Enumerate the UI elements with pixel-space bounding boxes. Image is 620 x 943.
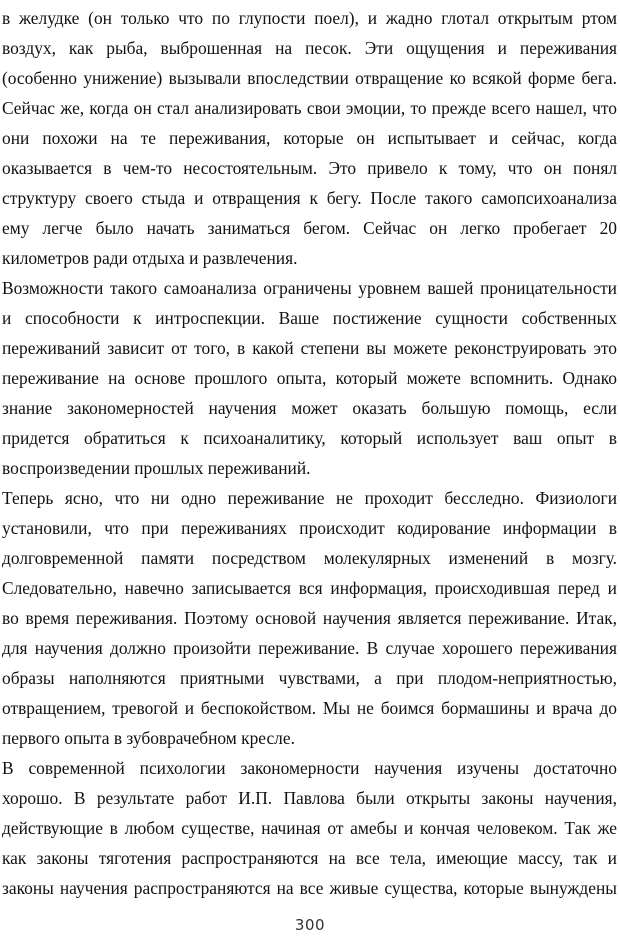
- text-line: переживаний зависит от того, в какой степени вы можете реконструировать это: [2, 338, 617, 358]
- text-line: они похожи на те переживания, которые он испытывает и сейчас, когда: [2, 128, 617, 148]
- text-line: воспроизведении прошлых переживаний.: [2, 458, 311, 478]
- text-line: переживание на основе прошлого опыта, который можете вспомнить. Однако: [2, 368, 617, 388]
- text-line: отвращением, тревогой и беспокойством. Мы не боимся бормашины и врача до: [2, 698, 617, 718]
- text-line: структуру своего стыда и отвращения к бегу. После такого самопсихоанализа: [2, 188, 617, 208]
- text-line: долговременной памяти посредством молекулярных изменений в мозгу.: [2, 548, 617, 568]
- text-line: Возможности такого самоанализа ограничены уровнем вашей проницательности: [2, 278, 617, 298]
- text-line: как законы тяготения распространяются на все тела, имеющие массу, так и: [2, 848, 617, 868]
- text-line: во время переживания. Поэтому основой научения является переживание. Итак,: [2, 608, 617, 628]
- text-line: хорошо. В результате работ И.П. Павлова были открыты законы научения,: [2, 788, 617, 808]
- text-line: первого опыта в зубоврачебном кресле.: [2, 728, 295, 748]
- text-line: знание закономерностей научения может оказать большую помощь, если: [2, 398, 617, 418]
- text-line: оказывается в чем-то несостоятельным. Это привело к тому, что он понял: [2, 158, 617, 178]
- text-line: образы наполняются приятными чувствами, а при плодом-неприятностью,: [2, 668, 617, 688]
- text-line: (особенно унижение) вызывали впоследствии отвращение ко всякой форме бега.: [2, 68, 617, 88]
- text-line: законы научения распространяются на все живые существа, которые вынуждены: [2, 878, 617, 898]
- text-line: установили, что при переживаниях происходит кодирование информации в: [2, 518, 617, 538]
- text-line: действующие в любом существе, начиная от амебы и кончая человеком. Так же: [2, 818, 617, 838]
- text-line: ему легче было начать заниматься бегом. Сейчас он легко пробегает 20: [2, 218, 617, 238]
- text-line: Следовательно, навечно записывается вся информация, происходившая перед и: [2, 578, 617, 598]
- text-line: и способности к интроспекции. Ваше постижение сущности собственных: [2, 308, 617, 328]
- text-line: воздух, как рыба, выброшенная на песок. Эти ощущения и переживания: [2, 38, 617, 58]
- page-number: 300: [294, 916, 326, 934]
- text-line: в желудке (он только что по глупости поел), и жадно глотал открытым ртом: [2, 8, 617, 28]
- text-line: для научения должно произойти переживание. В случае хорошего переживания: [2, 638, 617, 658]
- text-line: километров ради отдыха и развлечения.: [2, 248, 298, 268]
- text-line: Теперь ясно, что ни одно переживание не проходит бесследно. Физиологи: [2, 488, 617, 508]
- text-line: В современной психологии закономерности научения изучены достаточно: [2, 758, 617, 778]
- text-line: придется обратиться к психоаналитику, который использует ваш опыт в: [2, 428, 617, 448]
- text-line: Сейчас же, когда он стал анализировать свои эмоции, то прежде всего нашел, что: [2, 98, 617, 118]
